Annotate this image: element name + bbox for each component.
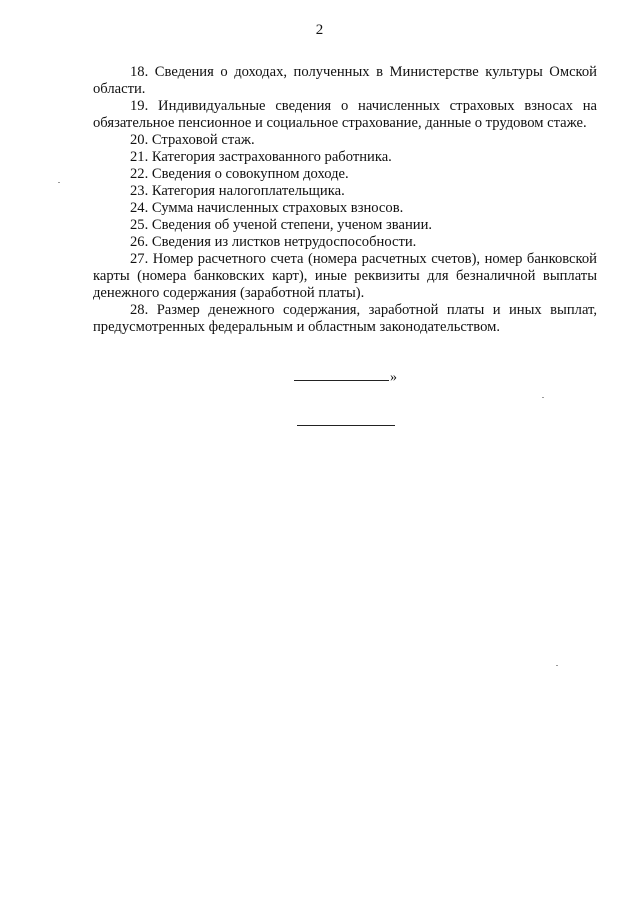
- list-item: 26. Сведения из листков нетрудоспособности.: [130, 234, 417, 250]
- list-item: 18. Сведения о доходах, полученных в Министерстве культуры Омской области.: [93, 64, 597, 97]
- list-item: 21. Категория застрахованного работника.: [130, 149, 392, 165]
- scan-speck: [58, 182, 60, 183]
- list-item: 23. Категория налогоплательщика.: [130, 183, 345, 199]
- document-body: [93, 64, 597, 336]
- closing-mark: [294, 369, 397, 386]
- closing-quote: »: [390, 370, 397, 385]
- list-item: 24. Сумма начисленных страховых взносов.: [130, 200, 404, 216]
- list-item: 19. Индивидуальные сведения о начисленных страховых взносах на обязательное пенсионное и социальное страхование, данные о трудовом стаже.: [93, 98, 597, 131]
- scan-speck: [556, 665, 558, 666]
- list-item: 22. Сведения о совокупном доходе.: [130, 166, 349, 182]
- page-number: 2: [315, 22, 324, 38]
- closing-underline: [294, 380, 389, 381]
- list-item: 25. Сведения об ученой степени, ученом звании.: [130, 217, 433, 233]
- scan-speck: [542, 397, 544, 398]
- separator-line: [297, 425, 395, 426]
- list-item: 28. Размер денежного содержания, заработной платы и иных выплат, предусмотренных федеральным и областным законодательством.: [93, 302, 597, 335]
- list-item: 20. Страховой стаж.: [130, 132, 255, 148]
- list-item: 27. Номер расчетного счета (номера расчетных счетов), номер банковской карты (номера банковских карт), иные реквизиты для безналичной выплаты денежного содержания (заработной платы).: [93, 251, 597, 301]
